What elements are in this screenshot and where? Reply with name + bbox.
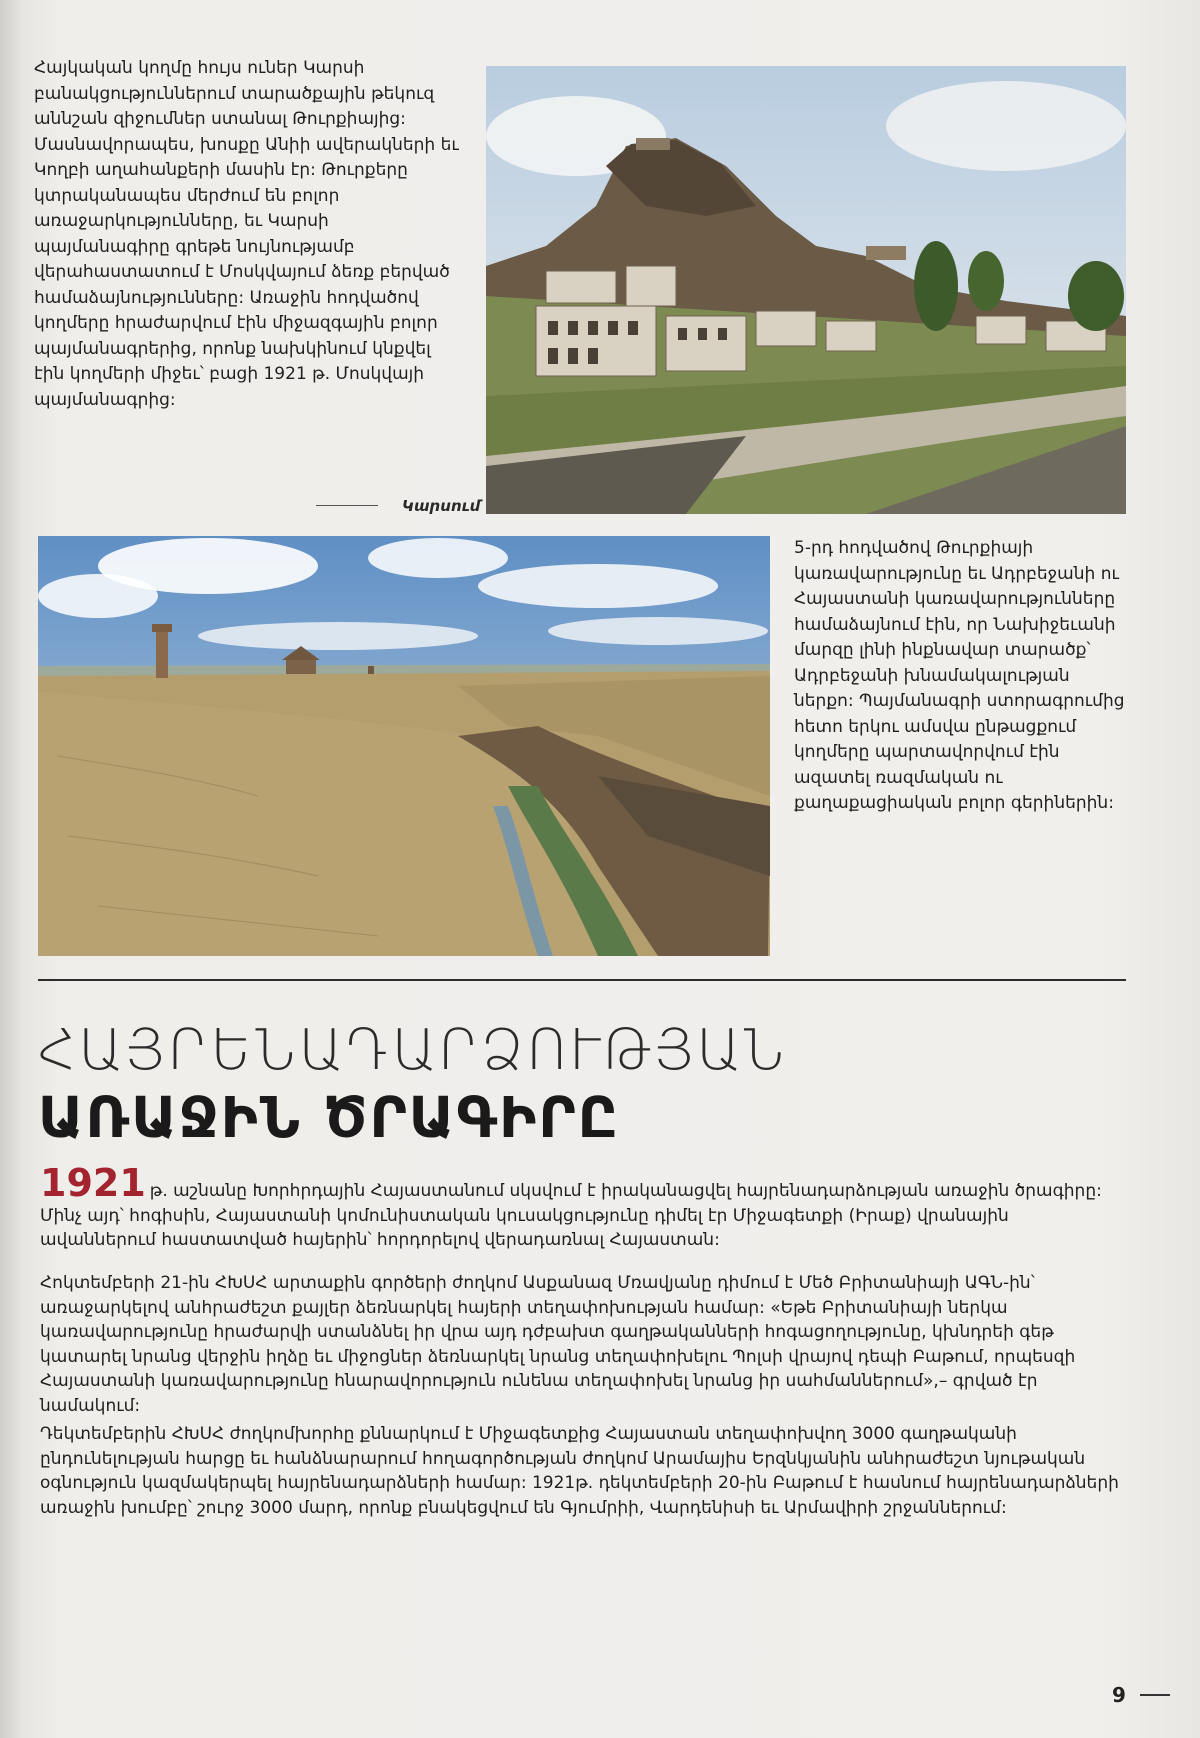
photo-caption: Կարսում (402, 497, 481, 515)
section-title-line2: ԱՌԱՋԻՆ ԾՐԱԳԻՐԸ (38, 1086, 620, 1151)
ani-ruins-landscape-photo (38, 536, 770, 956)
page-number: 9 (1112, 1683, 1126, 1707)
section-divider (38, 979, 1126, 981)
body-paragraph-2: Հոկտեմբերի 21-ին ՀԽՍՀ արտաքին գործերի ժողկոմ Ասքանազ Մռավյանը դիմում է Մեծ Բրիտանիայի ԱԳՆ-ին՝ առաջարկելով անհրաժեշտ քայլեր ձեռնարկել հայերի տեղափոխության համար: «Եթե Բրիտանիայի ներկա կառավարությունը հրաժարվի ստանձնել իր վրա այդ դժբախտ գաղթականների հոգացողությունը, կխնդրեի գեթ կատարել նրանց վերջին իղձը եւ միջոցներ ձեռնարկել նրանց տեղափոխելու Պոլսի վրայով դեպի Բաթում, որպեսզի Հայաստանի կառավարությունը հնարավորություն ունենա տեղափոխել նրանց իր սահմաններում»,– գրված էր նամակում: (40, 1273, 1076, 1416)
body-paragraph-1-text: թ. աշնանը Խորհրդային Հայաստանում սկսվում է իրականացվել հայրենադարձության առաջին ծրագիրը: Մինչ այդ՝ հոգիսին, Հայաստանի կոմունիստական կուսակցությունը դիմել էր Միջագետքի (Իրաք) վրանային ավաններում հաստատված հայերին՝ հորդորելով վերադառնալ Հայաստան: (40, 1181, 1102, 1250)
kars-fortress-photo (486, 66, 1126, 514)
intro-paragraph: Հայկական կողմը հույս ուներ Կարսի բանակցություններում տարածքային թեկուզ աննշան զիջումներ ստանալ Թուրքիայից: Մասնավորապես, խոսքը Անիի ավերակների եւ Կողբի աղահանքերի մասին էր: Թուրքերը կտրականապես մերժում են բոլոր առաջարկությունները, եւ Կարսի պայմանագիրը գրեթե նույնությամբ վերահաստատում է Մոսկվայում ձեռք բերված համաձայնությունները: Առաջին հոդվածով կողմերը հրաժարվում էին միջազգային բոլոր պայմանագրերից, որոնք նախկինում կնքվել էին կողմերի միջեւ՝ բացի 1921 թ. Մոսկվայի պայմանագրից: (34, 58, 459, 410)
treaty-paragraph: 5-րդ հոդվածով Թուրքիայի կառավարությունը եւ Ադրբեջանի ու Հայաստանի կառավարությունները համաձայնում էին, որ Նախիջեւանի մարզը լինի ինքնավար տարածք՝ Ադրբեջանի խնամակալության ներքո: Պայմանագրի ստորագրումից հետո երկու ամսվա ընթացքում կողմերը պարտավորվում էին ազատել ռազմական ու քաղաքացիական բոլոր գերիներին: (794, 538, 1125, 813)
page-number-rule (1140, 1694, 1170, 1696)
body-paragraph-3: Դեկտեմբերին ՀԽՍՀ ժողկոմխորհը քննարկում է Միջագետքից Հայաստան տեղափոխվող 3000 գաղթականի ընդունելության հարցը եւ հանձնարարում հողագործության ժողկոմ Արամայիս Երզնկյանին անհրաժեշտ նյութական օգնություն կազմակերպել հայրենադարձների համար: 1921թ. դեկտեմբերի 20-ին Բաթում է հասնում հայրենադարձների առաջին խումբը՝ շուրջ 3000 մարդ, որոնք բնակեցվում են Գյումրիի, Վարդենիսի եւ Արմավիրի շրջաններում: (40, 1424, 1119, 1518)
section-title-line1: ՀԱՅՐԵՆԱԴԱՐՁՈՒԹՅԱՆ (38, 1018, 787, 1083)
body-paragraph-1 (40, 1161, 1120, 1253)
caption-rule (316, 505, 378, 506)
year-dropcap: 1921 (40, 1161, 146, 1205)
